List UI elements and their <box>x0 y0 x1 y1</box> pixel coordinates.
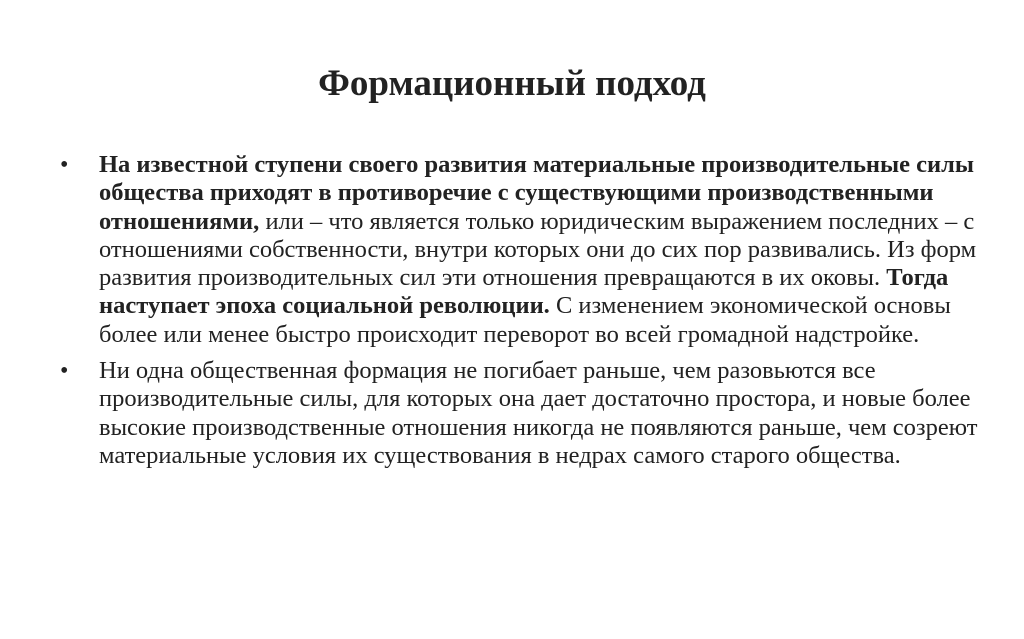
bullet-marker-2: • <box>60 358 69 385</box>
bullet-item-1 <box>60 151 980 349</box>
bullet-marker-1: • <box>60 152 69 178</box>
slide-title: Формационный подход <box>318 63 706 104</box>
bullet-list <box>60 151 980 478</box>
bullet-1-normal-part-1: или – что является только юридическим выражением последних – с отношениями собственности, внутри которых они до сих пор развивались. Из форм развития производительных сил эти отношения превращаются в их оковы. <box>99 207 977 292</box>
bullet-1-bold-part-2: Тогда наступает эпоха социальной революции. <box>99 264 949 320</box>
bullet-item-2 <box>60 357 980 470</box>
bullet-2-text: Ни одна общественная формация не погибает раньше, чем разовьются все производительные силы, для которых она дает достаточно простора, и новые более высокие производственные отношения никогда не появляются раньше, чем созреют материальные условия их существования в недрах самого старого общества. <box>99 357 978 469</box>
bullet-1-normal-part-2: С изменением экономической основы более или менее быстро происходит переворот во всей громадной надстройке. <box>99 292 951 348</box>
bullet-1-bold-part-1: На известной ступени своего развития материальные производительные силы общества приходят в противоречие с существующими производственными отношениями, <box>99 151 975 235</box>
